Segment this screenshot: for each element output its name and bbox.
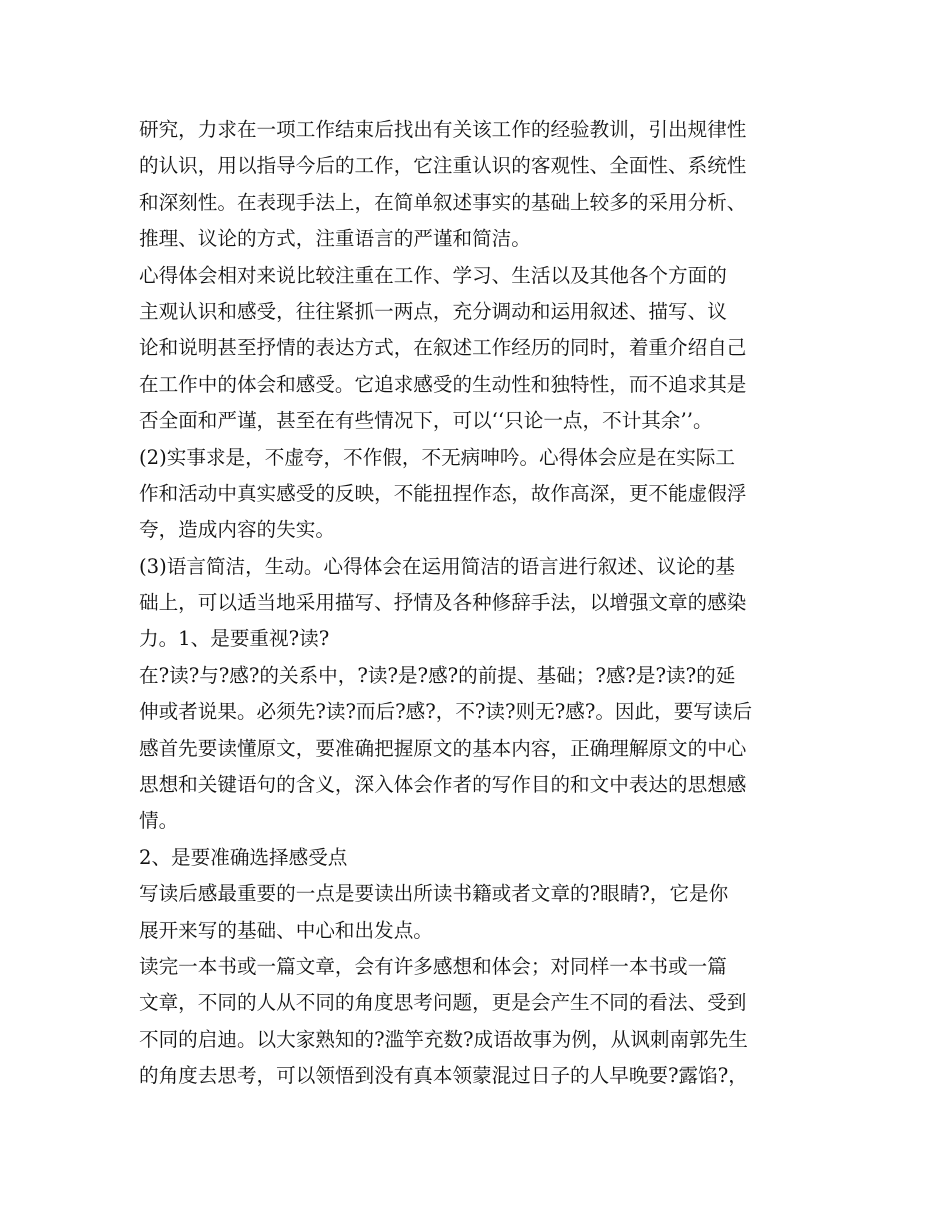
text-line: 的认识，用以指导今后的工作，它注重认识的客观性、全面性、系统性 — [139, 154, 747, 178]
body-text — [139, 112, 839, 1095]
text-line: 和深刻性。在表现手法上，在简单叙述事实的基础上较多的采用分析、 — [139, 190, 747, 214]
text-line: 展开来写的基础、中心和出发点。 — [139, 918, 433, 942]
text-line: 在工作中的体会和感受。它追求感受的生动性和独特性，而不追求其是 — [139, 372, 747, 396]
text-line: 研究，力求在一项工作结束后找出有关该工作的经验教训，引出规律性 — [139, 118, 747, 141]
text-line: (3)语言简洁，生动。心得体会在运用简洁的语言进行叙述、议论的基 — [139, 554, 735, 578]
text-line: 2、是要准确选择感受点 — [139, 845, 348, 869]
text-line: 在?读?与?感?的关系中，?读?是?感?的前提、基础；?感?是?读?的延 — [139, 663, 736, 687]
text-line: 心得体会相对来说比较注重在工作、学习、生活以及其他各个方面的 — [139, 263, 727, 287]
text-line: 情。 — [139, 809, 179, 833]
text-line: 写读后感最重要的一点是要读出所读书籍或者文章的?眼睛?，它是你 — [139, 882, 729, 906]
text-line: 夸，造成内容的失实。 — [139, 518, 335, 542]
text-line: 论和说明甚至抒情的表达方式，在叙述工作经历的同时，着重介绍自己 — [139, 336, 747, 360]
text-line: (2)实事求是，不虚夸，不作假，不无病呻吟。心得体会应是在实际工 — [139, 445, 735, 469]
text-line: 伸或者说果。必须先?读?而后?感?，不?读?则无?感?。因此，要写读后 — [139, 700, 753, 724]
text-line: 不同的启迪。以大家熟知的?滥竽充数?成语故事为例，从讽刺南郭先生 — [139, 1027, 748, 1051]
text-line: 否全面和严谨，甚至在有些情况下，可以‘‘只论一点，不计其余’’。 — [139, 409, 713, 433]
text-line: 读完一本书或一篇文章，会有许多感想和体会；对同样一本书或一篇 — [139, 954, 727, 978]
text-line: 础上，可以适当地采用描写、抒情及各种修辞手法，以增强文章的感染 — [139, 591, 747, 615]
text-line: 推理、议论的方式，注重语言的严谨和简洁。 — [139, 227, 531, 251]
text-line: 力。1、是要重视?读? — [139, 627, 330, 651]
text-line: 文章，不同的人从不同的角度思考问题，更是会产生不同的看法、受到 — [139, 991, 747, 1015]
text-line: 主观认识和感受，往往紧抓一两点，充分调动和运用叙述、描写、议 — [139, 299, 727, 323]
text-line: 思想和关键语句的含义，深入体会作者的写作目的和文中表达的思想感 — [139, 773, 747, 797]
text-line: 作和活动中真实感受的反映，不能扭捏作态，故作高深，更不能虚假浮 — [139, 481, 747, 505]
text-line: 的角度去思考，可以领悟到没有真本领蒙混过日子的人早晚要?露馅?， — [139, 1064, 748, 1088]
text-line: 感首先要读懂原文，要准确把握原文的基本内容，正确理解原文的中心 — [139, 736, 747, 760]
